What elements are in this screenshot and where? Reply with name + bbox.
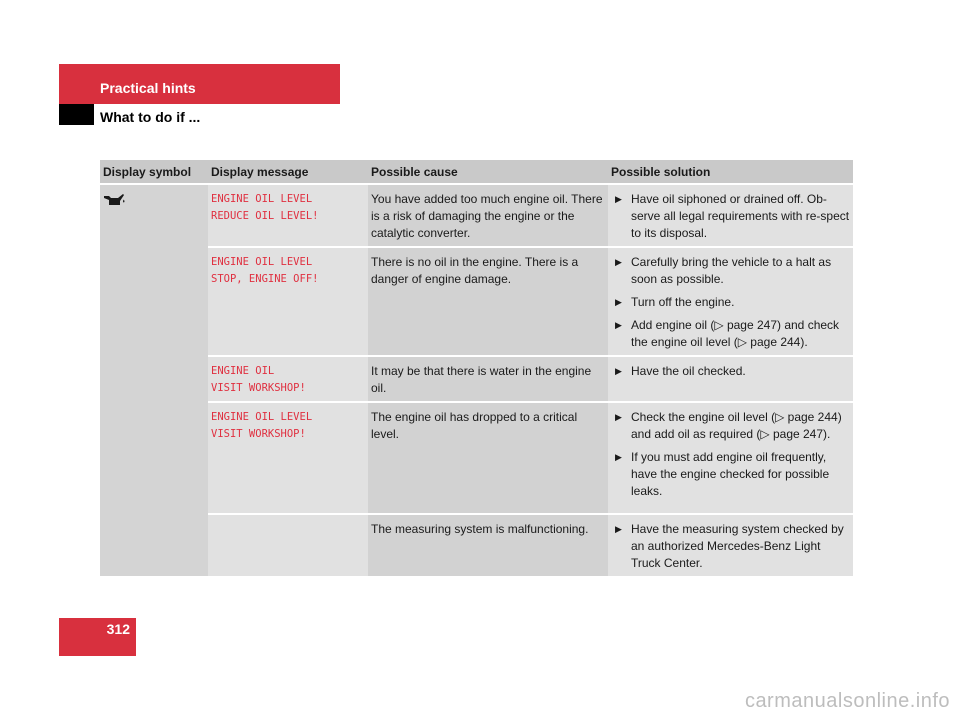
- display-message: ENGINE OIL LEVEL VISIT WORKSHOP!: [208, 402, 368, 514]
- display-message: ENGINE OIL LEVEL REDUCE OIL LEVEL!: [208, 184, 368, 247]
- section-title: Practical hints: [100, 80, 196, 96]
- table-row: [100, 184, 853, 247]
- triangle-bullet-icon: ▶: [615, 257, 622, 267]
- solution-item: ▶ Have oil siphoned or drained off. Ob-serve all legal requirements with re-spect to its disposal.: [611, 191, 850, 242]
- triangle-bullet-icon: ▶: [615, 452, 622, 462]
- diagnostic-table: [100, 160, 853, 578]
- possible-solution: [608, 247, 853, 356]
- possible-solution: [608, 184, 853, 247]
- table-header-row: [100, 160, 853, 184]
- column-header: Display message: [208, 160, 368, 184]
- triangle-bullet-icon: ▶: [615, 194, 622, 204]
- solution-item: ▶ Have the measuring system checked by an authorized Mercedes-Benz Light Truck Center.: [611, 521, 850, 572]
- solution-item: ▶ If you must add engine oil frequently, have the engine checked for possible leaks.: [611, 449, 850, 500]
- oil-can-icon: [103, 192, 205, 208]
- section-subtitle: What to do if ...: [100, 109, 201, 125]
- triangle-bullet-icon: ▶: [615, 320, 622, 330]
- triangle-bullet-icon: ▶: [615, 524, 622, 534]
- solution-item: ▶ Add engine oil (▷ page 247) and check the engine oil level (▷ page 244).: [611, 317, 850, 351]
- column-header: Display symbol: [100, 160, 208, 184]
- solution-item: ▶ Check the engine oil level (▷ page 244) and add oil as required (▷ page 247).: [611, 409, 850, 443]
- possible-solution: [608, 402, 853, 514]
- possible-solution: [608, 514, 853, 577]
- page-number: 312: [59, 618, 136, 656]
- display-symbol-cell: [100, 184, 208, 577]
- possible-cause: There is no oil in the engine. There is a danger of engine damage.: [368, 247, 608, 356]
- possible-solution: [608, 356, 853, 402]
- display-message: [208, 514, 368, 577]
- possible-cause: You have added too much engine oil. There is a risk of damaging the engine or the catalytic converter.: [368, 184, 608, 247]
- possible-cause: The engine oil has dropped to a critical level.: [368, 402, 608, 514]
- table-row: [100, 247, 853, 356]
- column-header: Possible solution: [608, 160, 853, 184]
- triangle-bullet-icon: ▶: [615, 297, 622, 307]
- solution-item: ▶ Carefully bring the vehicle to a halt as soon as possible.: [611, 254, 850, 288]
- column-header: Possible cause: [368, 160, 608, 184]
- possible-cause: It may be that there is water in the engine oil.: [368, 356, 608, 402]
- solution-item: ▶ Turn off the engine.: [611, 294, 850, 311]
- solution-item: ▶ Have the oil checked.: [611, 363, 850, 380]
- header-marker: [59, 104, 94, 125]
- table-row: [100, 402, 853, 514]
- triangle-bullet-icon: ▶: [615, 412, 622, 422]
- triangle-bullet-icon: ▶: [615, 366, 622, 376]
- possible-cause: The measuring system is malfunctioning.: [368, 514, 608, 577]
- watermark: carmanualsonline.info: [744, 690, 950, 712]
- display-message: ENGINE OIL LEVEL STOP, ENGINE OFF!: [208, 247, 368, 356]
- table-row: [100, 514, 853, 577]
- display-message: ENGINE OIL VISIT WORKSHOP!: [208, 356, 368, 402]
- table-row: [100, 356, 853, 402]
